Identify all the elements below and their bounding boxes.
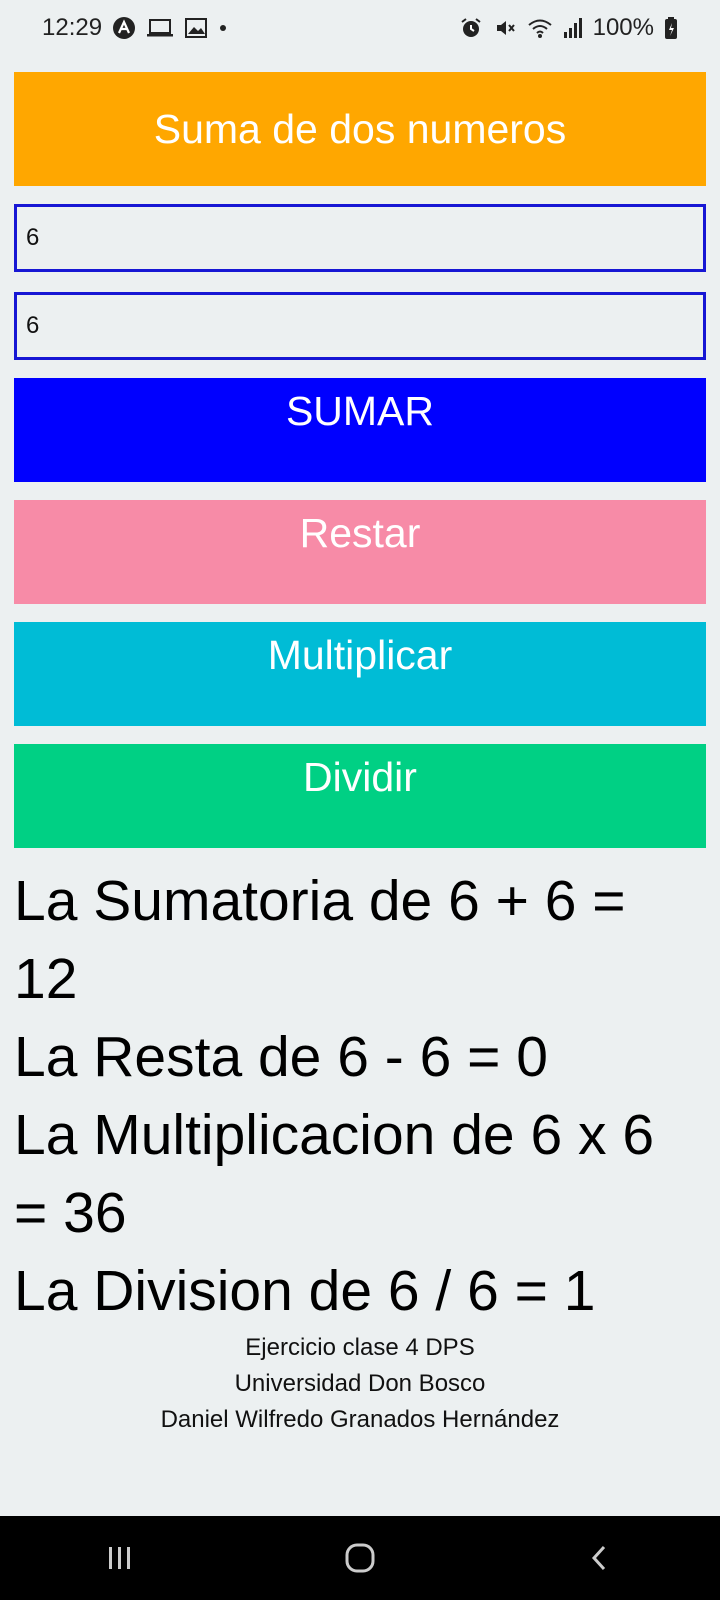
signal-icon xyxy=(563,17,583,39)
status-left xyxy=(42,14,228,42)
mul-result: La Multiplicacion de 6 x 6 = 36 xyxy=(14,1103,655,1245)
battery-percentage: 100% xyxy=(592,14,654,41)
div-result: La Division de 6 / 6 = 1 xyxy=(14,1259,596,1323)
second-number-input[interactable]: 6 xyxy=(14,292,706,360)
recents-icon[interactable] xyxy=(90,1528,150,1588)
image-icon xyxy=(184,17,208,39)
sum-result: La Sumatoria de 6 + 6 = 12 xyxy=(14,869,626,1011)
battery-icon xyxy=(664,16,678,40)
footer-line-3: Daniel Wilfredo Granados Hernández xyxy=(160,1406,560,1433)
sub-result: La Resta de 6 - 6 = 0 xyxy=(14,1025,548,1089)
dividir-button[interactable]: Dividir xyxy=(14,744,706,848)
page-title: Suma de dos numeros xyxy=(14,72,706,186)
results-list xyxy=(14,862,706,1330)
footer xyxy=(14,1330,706,1438)
alarm-icon xyxy=(459,16,483,40)
nav-app-icon xyxy=(112,16,136,40)
wifi-icon xyxy=(527,16,553,40)
home-icon[interactable] xyxy=(330,1528,390,1588)
sumar-button[interactable]: SUMAR xyxy=(14,378,706,482)
footer-line-2: Universidad Don Bosco xyxy=(234,1370,486,1397)
status-right xyxy=(459,14,678,42)
main-content xyxy=(14,72,706,1438)
restar-button[interactable]: Restar xyxy=(14,500,706,604)
system-nav-bar xyxy=(0,1516,720,1600)
first-number-input[interactable]: 6 xyxy=(14,204,706,272)
footer-line-1: Ejercicio clase 4 DPS xyxy=(245,1334,475,1361)
back-icon[interactable] xyxy=(570,1528,630,1588)
status-bar xyxy=(0,0,720,56)
laptop-icon xyxy=(146,17,174,39)
status-time: 12:29 xyxy=(42,14,103,41)
dot-icon xyxy=(218,23,228,33)
mute-icon xyxy=(493,16,517,40)
multiplicar-button[interactable]: Multiplicar xyxy=(14,622,706,726)
